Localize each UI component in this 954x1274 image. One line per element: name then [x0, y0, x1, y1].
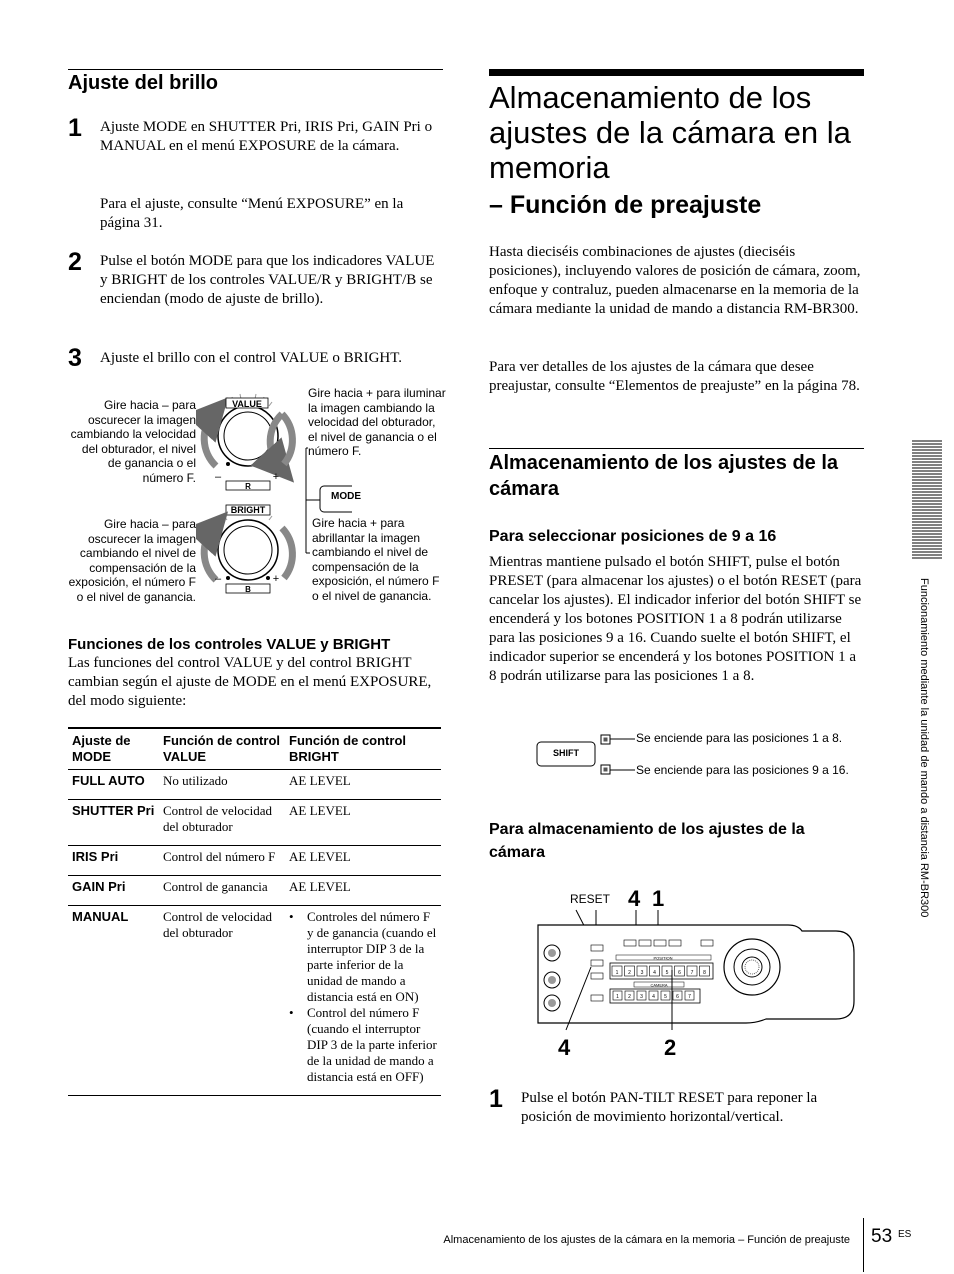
position-key-label: 6	[678, 970, 681, 976]
camera-key-label: 5	[664, 994, 667, 1000]
plus-sign: +	[272, 471, 280, 483]
bullet-list	[289, 909, 437, 1085]
side-running-text: Funcionamiento mediante la unidad de mando a distancia RM-BR300	[918, 578, 930, 918]
page-subtitle: – Función de preajuste	[489, 191, 762, 219]
position-key-label: 8	[703, 970, 706, 976]
footer-text: Almacenamiento de los ajustes de la cámara en la memoria – Función de preajuste	[443, 1234, 850, 1246]
bright-label: BRIGHT	[230, 505, 266, 515]
caption-bottom-left: Gire hacia – para oscurecer la imagen cambiando el nivel de compensación de la exposición, el número F o el nivel de ganancia.	[68, 517, 196, 604]
table-cell: GAIN Pri	[68, 876, 159, 906]
camera-label: CAMERA	[650, 982, 668, 988]
mode-button-label: MODE	[331, 491, 361, 502]
section-title-almacenamiento: Almacenamiento de los ajustes de la cámara	[489, 452, 839, 500]
table-row	[68, 906, 441, 1096]
position-key-label: 2	[628, 970, 631, 976]
camera-key-label: 2	[628, 994, 631, 1000]
position-key-label: 4	[653, 970, 656, 976]
position-key-label: 7	[690, 970, 694, 976]
step-note: Para el ajuste, consulte “Menú EXPOSURE” en la página 31.	[100, 196, 404, 231]
title-rule	[489, 69, 864, 76]
table-cell: Control del número F	[159, 846, 285, 876]
shift-upper-caption: Se enciende para las posiciones 1 a 8.	[636, 731, 843, 745]
table-cell: AE LEVEL	[285, 846, 441, 876]
section-rule	[489, 448, 864, 449]
shift-button[interactable]: SHIFT	[553, 748, 579, 758]
bullet-item: • Control del número F (cuando el interruptor DIP 3 de la parte inferior de la unidad de mando a distancia está en OFF)	[307, 1005, 437, 1085]
caption-top-left: Gire hacia – para oscurecer la imagen cambiando la velocidad del obturador, el nivel de ganancia o el número F.	[70, 398, 196, 485]
step-text: Pulse el botón MODE para que los indicadores VALUE y BRIGHT de los controles VALUE/R y BRIGHT/B se enciendan (modo de ajuste de brillo).	[100, 253, 435, 307]
subsection-text: Mientras mantiene pulsado el botón SHIFT, pulse el botón PRESET (para almacenar los ajustes) o el botón RESET (para cancelar los ajustes). El indicador inferior del botón SHIFT se encenderá y los botones POSITION 1 a 8 podrán utilizarse para las posiciones 9 a 16. Cuando suelte el botón SHIFT, el indicador superior se encenderá y los botones POSITION 1 a 8 podrán utilizarse para las posiciones 1 a 8.	[489, 554, 862, 684]
footer-divider	[863, 1218, 864, 1272]
camera-key-label: 4	[652, 994, 655, 1000]
minus-sign: –	[214, 573, 222, 585]
section-title-brillo: Ajuste del brillo	[68, 72, 219, 94]
intro-paragraph: Para ver detalles de los ajustes de la cámara que desee preajustar, consulte “Elementos de preajuste” en la página 78.	[489, 359, 860, 394]
step-number: 3	[68, 344, 82, 372]
table-header-row	[68, 729, 441, 770]
table-cell: No utilizado	[159, 770, 285, 800]
table-row	[68, 876, 441, 906]
camera-keys	[613, 991, 694, 1000]
table-row	[68, 770, 441, 800]
functions-table	[68, 729, 441, 1096]
camera-key-label: 6	[676, 994, 679, 1000]
table-cell: IRIS Pri	[68, 846, 159, 876]
table-cell: Control de ganancia	[159, 876, 285, 906]
step-text: Ajuste el brillo con el control VALUE o BRIGHT.	[100, 350, 403, 366]
functions-text: Las funciones del control VALUE y del control BRIGHT cambian según el ajuste de MODE en el menú EXPOSURE, del modo siguiente:	[68, 655, 432, 709]
page-lang: ES	[898, 1229, 912, 1240]
table-row	[68, 846, 441, 876]
page-number: 53	[871, 1226, 893, 1247]
functions-title: Funciones de los controles VALUE y BRIGHT	[68, 636, 391, 653]
callout-number: 4	[628, 886, 641, 911]
section-rule	[68, 69, 443, 70]
position-key-label: 5	[665, 970, 669, 976]
table-cell: AE LEVEL	[285, 800, 441, 846]
table-cell	[285, 906, 441, 1096]
table-cell: FULL AUTO	[68, 770, 159, 800]
table-header: Función de control VALUE	[159, 729, 285, 770]
value-knob[interactable]	[204, 394, 282, 491]
b-label: B	[245, 585, 251, 594]
caption-bottom-right: Gire hacia + para abrillantar la imagen cambiando el nivel de compensación de la exposición, el número F o el nivel de ganancia.	[312, 516, 440, 603]
table-cell: AE LEVEL	[285, 876, 441, 906]
table-header: Función de control BRIGHT	[285, 729, 441, 770]
remote-panel	[536, 905, 866, 1035]
table-cell: MANUAL	[68, 906, 159, 1096]
position-key-label: 3	[640, 970, 644, 976]
subsection-title: Para almacenamiento de los ajustes de la cámara	[489, 821, 805, 861]
table-cell: AE LEVEL	[285, 770, 441, 800]
intro-paragraph: Hasta dieciséis combinaciones de ajustes (dieciséis posiciones), incluyendo valores de posición de cámara, zoom, enfoque y contraluz, pueden almacenarse en la memoria de la cámara mediante la unidad de mando a distancia RM-BR300.	[489, 244, 861, 317]
table-cell: SHUTTER Pri	[68, 800, 159, 846]
table-cell: Control de velocidad del obturador	[159, 800, 285, 846]
callout-number: 1	[652, 886, 665, 911]
r-label: R	[245, 482, 251, 491]
position-label: POSITION	[653, 955, 673, 961]
minus-sign: –	[214, 471, 222, 483]
bullet-item: • Controles del número F y de ganancia (cuando el interruptor DIP 3 de la parte inferior de la unidad de mando a distancia está en ON)	[307, 909, 437, 1005]
position-key-label: 1	[615, 970, 619, 976]
bright-knob[interactable]	[204, 505, 279, 594]
camera-key-label: 3	[640, 994, 643, 1000]
callout-number: 2	[664, 1035, 677, 1060]
step-number: 1	[68, 114, 82, 142]
table-header: Ajuste de MODE	[68, 729, 159, 770]
step-number: 2	[68, 248, 82, 276]
step-text: Ajuste MODE en SHUTTER Pri, IRIS Pri, GAIN Pri o MANUAL en el menú EXPOSURE de la cámara.	[100, 119, 433, 154]
camera-key-label: 7	[688, 994, 691, 1000]
step-number: 1	[489, 1085, 503, 1113]
side-index-tab	[912, 440, 942, 565]
step-text: Pulse el botón PAN-TILT RESET para reponer la posición de movimiento horizontal/vertical.	[521, 1090, 818, 1125]
subsection-title: Para seleccionar posiciones de 9 a 16	[489, 528, 777, 545]
table-row	[68, 800, 441, 846]
shift-lower-caption: Se enciende para las posiciones 9 a 16.	[636, 763, 849, 777]
reset-label: RESET	[570, 892, 611, 906]
value-label: VALUE	[232, 399, 262, 409]
caption-top-right: Gire hacia + para iluminar la imagen cambiando la velocidad del obturador, el nivel de ganancia o el número F.	[308, 386, 446, 458]
callout-number: 4	[558, 1035, 571, 1060]
plus-sign: +	[272, 573, 280, 585]
table-cell: Control de velocidad del obturador	[159, 906, 285, 1096]
page-title: Almacenamiento de los ajustes de la cámara en la memoria	[489, 80, 851, 185]
camera-key-label: 1	[616, 994, 619, 1000]
